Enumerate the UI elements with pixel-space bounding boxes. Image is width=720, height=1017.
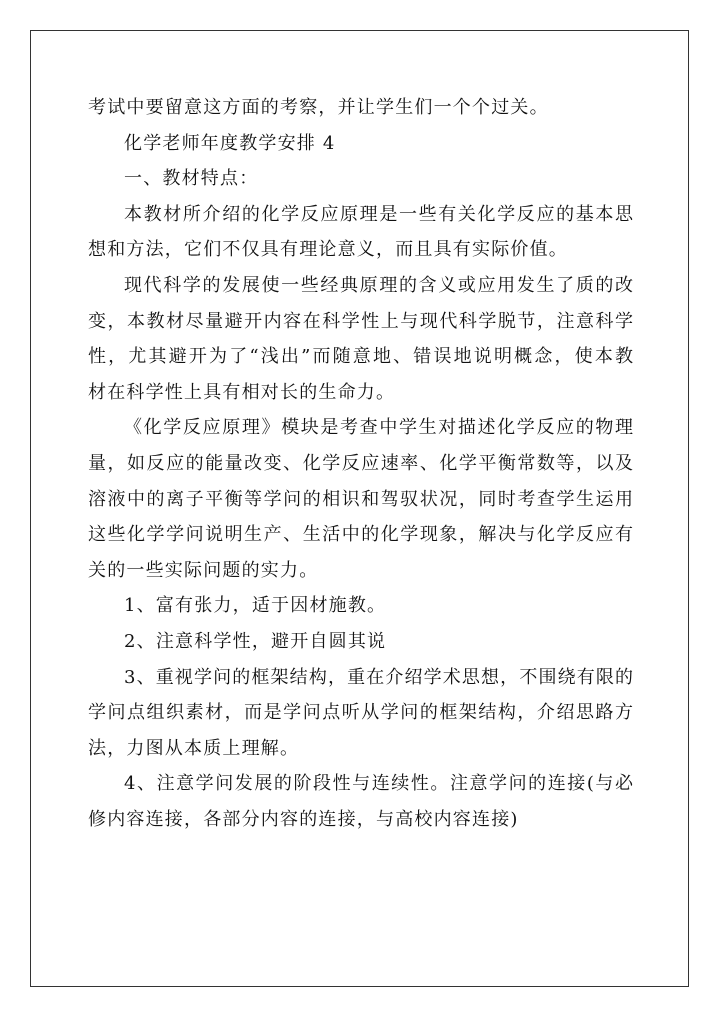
document-body (88, 90, 633, 837)
text-line: 考试中要留意这方面的考察，并让学生们一个个过关。 (88, 97, 549, 118)
paragraph (88, 90, 633, 126)
text-line: 量，如反应的能量改变、化学反应速率、化学平衡常数等，以及 (88, 452, 633, 474)
text-line: 《化学反应原理》模块是考查中学生对描述化学反应的物理 (124, 417, 633, 439)
text-line: 法，力图从本质上理解。 (88, 737, 300, 759)
text-line: 关的一些实际问题的实力。 (88, 559, 319, 581)
text-line: 想和方法，它们不仅具有理论意义，而且具有实际价值。 (88, 239, 568, 261)
text-line: 性，尤其避开为了“浅出”而随意地、错误地说明概念，使本教 (88, 346, 633, 368)
text-line: 这些化学学问说明生产、生活中的化学现象，解决与化学反应有 (88, 524, 633, 546)
text-line: 溶液中的离子平衡等学问的相识和驾驭状况，同时考查学生运用 (88, 488, 633, 510)
text-line: 修内容连接，各部分内容的连接，与高校内容连接) (88, 808, 519, 830)
text-line: 学问点组织素材，而是学问点听从学问的框架结构，介绍思路方 (88, 702, 633, 724)
paragraph (88, 766, 633, 837)
text-line: 现代科学的发展使一些经典原理的含义或应用发生了质的改 (124, 274, 633, 296)
text-line: 本教材所介绍的化学反应原理是一些有关化学反应的基本思 (124, 203, 633, 225)
text-line: 2、注意科学性，避开自圆其说 (124, 630, 387, 652)
paragraph (88, 660, 633, 767)
text-line: 材在科学性上具有相对长的生命力。 (88, 381, 396, 403)
paragraph (88, 588, 633, 624)
paragraph (88, 268, 633, 410)
text-line: 4、注意学问发展的阶段性与连续性。注意学问的连接(与必 (124, 773, 633, 795)
paragraph (88, 197, 633, 268)
paragraph (88, 410, 633, 588)
text-line: 变，本教材尽量避开内容在科学性上与现代科学脱节，注意科学 (88, 310, 633, 332)
text-line: 3、重视学问的框架结构，重在介绍学术思想，不围绕有限的 (124, 666, 633, 688)
text-line: 1、富有张力，适于因材施教。 (124, 595, 387, 617)
text-line: 一、教材特点： (124, 168, 259, 190)
paragraph (88, 624, 633, 660)
paragraph (88, 126, 633, 162)
paragraph (88, 161, 633, 197)
text-line: 化学老师年度教学安排 4 (124, 132, 336, 154)
